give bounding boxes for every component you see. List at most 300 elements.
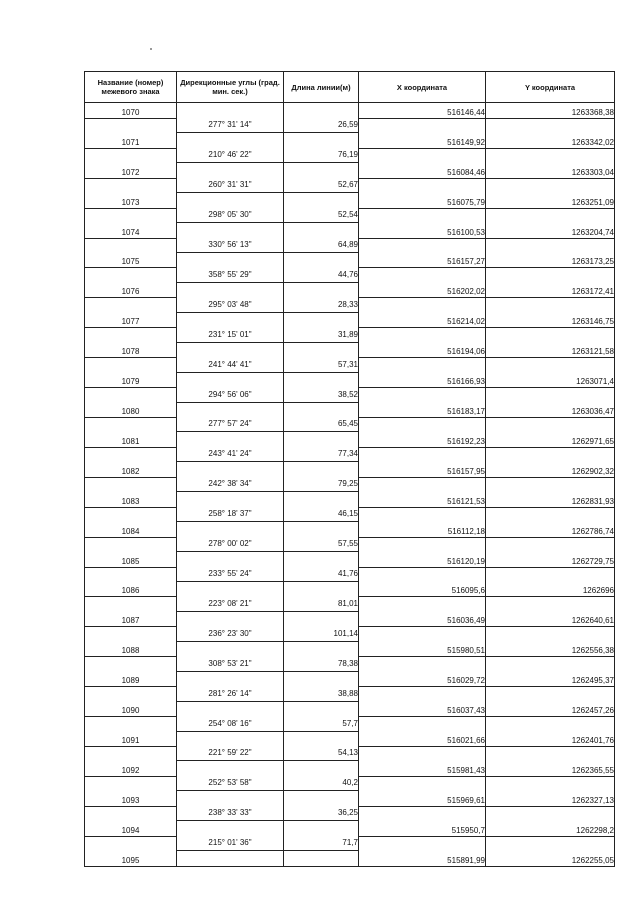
y-coordinate-cell: 1262902,32 bbox=[486, 462, 615, 477]
empty-cell bbox=[177, 223, 284, 238]
point-row bbox=[85, 402, 615, 417]
empty-cell bbox=[177, 193, 284, 208]
y-coordinate-cell: 1263303,04 bbox=[486, 163, 615, 178]
direction-angle-cell: 278° 00' 02" bbox=[177, 537, 284, 551]
empty-cell bbox=[284, 492, 359, 507]
empty-cell bbox=[177, 641, 284, 656]
empty-cell bbox=[486, 806, 615, 820]
point-row bbox=[85, 552, 615, 567]
empty-cell bbox=[284, 103, 359, 119]
point-row bbox=[85, 462, 615, 477]
line-length-cell: 52,67 bbox=[284, 178, 359, 192]
line-length-cell: 36,25 bbox=[284, 806, 359, 820]
segment-row bbox=[85, 537, 615, 551]
y-coordinate-cell: 1262831,93 bbox=[486, 492, 615, 507]
empty-cell bbox=[359, 178, 486, 192]
x-coordinate-cell: 516029,72 bbox=[359, 671, 486, 686]
empty-cell bbox=[359, 627, 486, 641]
mark-name-cell: 1075 bbox=[85, 253, 177, 268]
x-coordinate-cell: 515980,51 bbox=[359, 641, 486, 656]
empty-cell bbox=[284, 791, 359, 806]
empty-cell bbox=[85, 328, 177, 342]
empty-cell bbox=[486, 238, 615, 252]
empty-cell bbox=[284, 163, 359, 178]
direction-angle-cell: 242° 38' 34" bbox=[177, 477, 284, 491]
empty-cell bbox=[177, 342, 284, 357]
mark-name-cell: 1084 bbox=[85, 522, 177, 537]
point-row bbox=[85, 701, 615, 716]
line-length-cell: 54,13 bbox=[284, 746, 359, 760]
empty-cell bbox=[284, 402, 359, 417]
empty-cell bbox=[85, 208, 177, 222]
point-row bbox=[85, 223, 615, 238]
x-coordinate-cell: 516183,17 bbox=[359, 402, 486, 417]
y-coordinate-cell: 1262495,37 bbox=[486, 671, 615, 686]
empty-cell bbox=[486, 477, 615, 491]
empty-cell bbox=[284, 193, 359, 208]
empty-cell bbox=[359, 537, 486, 551]
segment-row bbox=[85, 717, 615, 731]
y-coordinate-cell: 1262365,55 bbox=[486, 761, 615, 776]
empty-cell bbox=[359, 447, 486, 461]
empty-cell bbox=[177, 821, 284, 836]
mark-name-cell: 1070 bbox=[85, 103, 177, 119]
point-row bbox=[85, 791, 615, 806]
mark-name-cell: 1071 bbox=[85, 133, 177, 148]
y-coordinate-cell: 1262457,26 bbox=[486, 701, 615, 716]
direction-angle-cell: 281° 26' 14" bbox=[177, 687, 284, 701]
line-length-cell: 57,55 bbox=[284, 537, 359, 551]
line-length-cell: 38,52 bbox=[284, 388, 359, 402]
mark-name-cell: 1080 bbox=[85, 402, 177, 417]
empty-cell bbox=[284, 761, 359, 776]
empty-cell bbox=[486, 567, 615, 581]
empty-cell bbox=[359, 148, 486, 162]
segment-row bbox=[85, 627, 615, 641]
empty-cell bbox=[486, 178, 615, 192]
point-row bbox=[85, 253, 615, 268]
x-coordinate-cell: 516084,46 bbox=[359, 163, 486, 178]
empty-cell bbox=[359, 836, 486, 850]
point-row bbox=[85, 103, 615, 119]
empty-cell bbox=[486, 746, 615, 760]
x-coordinate-cell: 515950,7 bbox=[359, 821, 486, 836]
line-length-cell: 38,88 bbox=[284, 687, 359, 701]
empty-cell bbox=[486, 268, 615, 282]
empty-cell bbox=[486, 388, 615, 402]
x-coordinate-cell: 516036,49 bbox=[359, 611, 486, 626]
line-length-cell: 57,31 bbox=[284, 358, 359, 372]
point-row bbox=[85, 163, 615, 178]
line-length-cell: 44,76 bbox=[284, 268, 359, 282]
empty-cell bbox=[284, 731, 359, 746]
line-length-cell: 101,14 bbox=[284, 627, 359, 641]
line-length-cell: 46,15 bbox=[284, 507, 359, 521]
direction-angle-cell: 215° 01' 36" bbox=[177, 836, 284, 850]
x-coordinate-cell: 515891,99 bbox=[359, 851, 486, 867]
segment-row bbox=[85, 238, 615, 252]
y-coordinate-cell: 1263173,25 bbox=[486, 253, 615, 268]
y-coordinate-cell: 1262556,38 bbox=[486, 641, 615, 656]
point-row bbox=[85, 641, 615, 656]
empty-cell bbox=[359, 358, 486, 372]
line-length-cell: 40,2 bbox=[284, 776, 359, 790]
empty-cell bbox=[486, 776, 615, 790]
direction-angle-cell: 358° 55' 29" bbox=[177, 268, 284, 282]
line-length-cell: 41,76 bbox=[284, 567, 359, 581]
mark-name-cell: 1082 bbox=[85, 462, 177, 477]
y-coordinate-cell: 1263172,41 bbox=[486, 282, 615, 297]
empty-cell bbox=[85, 238, 177, 252]
empty-cell bbox=[359, 238, 486, 252]
direction-angle-cell: 277° 57' 24" bbox=[177, 418, 284, 432]
line-length-cell: 26,59 bbox=[284, 118, 359, 132]
direction-angle-cell: 295° 03' 48" bbox=[177, 298, 284, 312]
segment-row bbox=[85, 178, 615, 192]
mark-name-cell: 1085 bbox=[85, 552, 177, 567]
empty-cell bbox=[177, 402, 284, 417]
header-direction-angle: Дирекционные углы (град. мин. сек.) bbox=[177, 72, 284, 103]
y-coordinate-cell: 1262640,61 bbox=[486, 611, 615, 626]
segment-row bbox=[85, 836, 615, 850]
line-length-cell: 31,89 bbox=[284, 328, 359, 342]
empty-cell bbox=[177, 761, 284, 776]
segment-row bbox=[85, 447, 615, 461]
y-coordinate-cell: 1262971,65 bbox=[486, 432, 615, 447]
empty-cell bbox=[359, 567, 486, 581]
x-coordinate-cell: 516021,66 bbox=[359, 731, 486, 746]
empty-cell bbox=[85, 657, 177, 671]
empty-cell bbox=[284, 671, 359, 686]
point-row bbox=[85, 821, 615, 836]
empty-cell bbox=[177, 851, 284, 867]
empty-cell bbox=[284, 133, 359, 148]
y-coordinate-cell: 1262729,75 bbox=[486, 552, 615, 567]
x-coordinate-cell: 516075,79 bbox=[359, 193, 486, 208]
empty-cell bbox=[85, 627, 177, 641]
empty-cell bbox=[85, 477, 177, 491]
empty-cell bbox=[85, 178, 177, 192]
empty-cell bbox=[85, 118, 177, 132]
direction-angle-cell: 308° 53' 21" bbox=[177, 657, 284, 671]
empty-cell bbox=[359, 268, 486, 282]
point-row bbox=[85, 522, 615, 537]
empty-cell bbox=[486, 627, 615, 641]
empty-cell bbox=[177, 552, 284, 567]
segment-row bbox=[85, 477, 615, 491]
y-coordinate-cell: 1263036,47 bbox=[486, 402, 615, 417]
mark-name-cell: 1094 bbox=[85, 821, 177, 836]
segment-row bbox=[85, 746, 615, 760]
empty-cell bbox=[177, 731, 284, 746]
empty-cell bbox=[284, 253, 359, 268]
x-coordinate-cell: 516194,06 bbox=[359, 342, 486, 357]
point-row bbox=[85, 372, 615, 387]
empty-cell bbox=[486, 208, 615, 222]
table-body bbox=[85, 103, 615, 867]
line-length-cell: 79,25 bbox=[284, 477, 359, 491]
segment-row bbox=[85, 776, 615, 790]
empty-cell bbox=[284, 372, 359, 387]
scan-speck bbox=[150, 48, 152, 50]
empty-cell bbox=[359, 418, 486, 432]
line-length-cell: 52,54 bbox=[284, 208, 359, 222]
segment-row bbox=[85, 657, 615, 671]
x-coordinate-cell: 516157,95 bbox=[359, 462, 486, 477]
direction-angle-cell: 277° 31' 14" bbox=[177, 118, 284, 132]
empty-cell bbox=[85, 776, 177, 790]
empty-cell bbox=[85, 806, 177, 820]
empty-cell bbox=[177, 701, 284, 716]
line-length-cell: 28,33 bbox=[284, 298, 359, 312]
empty-cell bbox=[486, 687, 615, 701]
empty-cell bbox=[284, 552, 359, 567]
x-coordinate-cell: 516121,53 bbox=[359, 492, 486, 507]
point-row bbox=[85, 611, 615, 626]
direction-angle-cell: 258° 18' 37" bbox=[177, 507, 284, 521]
empty-cell bbox=[486, 358, 615, 372]
empty-cell bbox=[177, 253, 284, 268]
segment-row bbox=[85, 567, 615, 581]
empty-cell bbox=[85, 717, 177, 731]
y-coordinate-cell: 1263251,09 bbox=[486, 193, 615, 208]
empty-cell bbox=[85, 597, 177, 611]
mark-name-cell: 1073 bbox=[85, 193, 177, 208]
empty-cell bbox=[486, 597, 615, 611]
x-coordinate-cell: 516095,6 bbox=[359, 582, 486, 597]
empty-cell bbox=[359, 388, 486, 402]
empty-cell bbox=[177, 312, 284, 327]
direction-angle-cell: 223° 08' 21" bbox=[177, 597, 284, 611]
mark-name-cell: 1086 bbox=[85, 582, 177, 597]
empty-cell bbox=[486, 148, 615, 162]
empty-cell bbox=[177, 282, 284, 297]
header-x-coordinate: X координата bbox=[359, 72, 486, 103]
x-coordinate-cell: 516120,19 bbox=[359, 552, 486, 567]
empty-cell bbox=[284, 462, 359, 477]
empty-cell bbox=[85, 687, 177, 701]
y-coordinate-cell: 1262786,74 bbox=[486, 522, 615, 537]
empty-cell bbox=[486, 537, 615, 551]
empty-cell bbox=[85, 418, 177, 432]
empty-cell bbox=[284, 821, 359, 836]
empty-cell bbox=[284, 851, 359, 867]
empty-cell bbox=[284, 342, 359, 357]
mark-name-cell: 1081 bbox=[85, 432, 177, 447]
direction-angle-cell: 252° 53' 58" bbox=[177, 776, 284, 790]
empty-cell bbox=[85, 507, 177, 521]
x-coordinate-cell: 515981,43 bbox=[359, 761, 486, 776]
empty-cell bbox=[177, 611, 284, 626]
empty-cell bbox=[359, 118, 486, 132]
line-length-cell: 78,38 bbox=[284, 657, 359, 671]
empty-cell bbox=[177, 133, 284, 148]
segment-row bbox=[85, 118, 615, 132]
segment-row bbox=[85, 687, 615, 701]
x-coordinate-cell: 516037,43 bbox=[359, 701, 486, 716]
mark-name-cell: 1077 bbox=[85, 312, 177, 327]
mark-name-cell: 1087 bbox=[85, 611, 177, 626]
y-coordinate-cell: 1263071,4 bbox=[486, 372, 615, 387]
header-mark-name: Название (номер) межевого знака bbox=[85, 72, 177, 103]
segment-row bbox=[85, 358, 615, 372]
direction-angle-cell: 254° 08' 16" bbox=[177, 717, 284, 731]
segment-row bbox=[85, 507, 615, 521]
point-row bbox=[85, 282, 615, 297]
empty-cell bbox=[359, 597, 486, 611]
line-length-cell: 81,01 bbox=[284, 597, 359, 611]
direction-angle-cell: 231° 15' 01" bbox=[177, 328, 284, 342]
point-row bbox=[85, 342, 615, 357]
empty-cell bbox=[85, 537, 177, 551]
x-coordinate-cell: 516202,02 bbox=[359, 282, 486, 297]
empty-cell bbox=[284, 522, 359, 537]
y-coordinate-cell: 1262327,13 bbox=[486, 791, 615, 806]
empty-cell bbox=[284, 611, 359, 626]
y-coordinate-cell: 1262401,76 bbox=[486, 731, 615, 746]
line-length-cell: 57,7 bbox=[284, 717, 359, 731]
mark-name-cell: 1095 bbox=[85, 851, 177, 867]
direction-angle-cell: 238° 33' 33" bbox=[177, 806, 284, 820]
x-coordinate-cell: 516146,44 bbox=[359, 103, 486, 119]
empty-cell bbox=[359, 746, 486, 760]
empty-cell bbox=[177, 522, 284, 537]
x-coordinate-cell: 516166,93 bbox=[359, 372, 486, 387]
empty-cell bbox=[359, 657, 486, 671]
empty-cell bbox=[359, 208, 486, 222]
empty-cell bbox=[486, 657, 615, 671]
point-row bbox=[85, 761, 615, 776]
direction-angle-cell: 298° 05' 30" bbox=[177, 208, 284, 222]
segment-row bbox=[85, 268, 615, 282]
empty-cell bbox=[85, 746, 177, 760]
mark-name-cell: 1074 bbox=[85, 223, 177, 238]
empty-cell bbox=[284, 701, 359, 716]
x-coordinate-cell: 516214,02 bbox=[359, 312, 486, 327]
x-coordinate-cell: 516112,18 bbox=[359, 522, 486, 537]
header-line-length: Длина линии(м) bbox=[284, 72, 359, 103]
segment-row bbox=[85, 328, 615, 342]
empty-cell bbox=[486, 836, 615, 850]
direction-angle-cell: 330° 56' 13" bbox=[177, 238, 284, 252]
direction-angle-cell: 210° 46' 22" bbox=[177, 148, 284, 162]
empty-cell bbox=[486, 328, 615, 342]
point-row bbox=[85, 582, 615, 597]
empty-cell bbox=[177, 163, 284, 178]
point-row bbox=[85, 432, 615, 447]
y-coordinate-cell: 1263146,75 bbox=[486, 312, 615, 327]
direction-angle-cell: 294° 56' 06" bbox=[177, 388, 284, 402]
empty-cell bbox=[359, 717, 486, 731]
y-coordinate-cell: 1263204,74 bbox=[486, 223, 615, 238]
mark-name-cell: 1079 bbox=[85, 372, 177, 387]
mark-name-cell: 1090 bbox=[85, 701, 177, 716]
segment-row bbox=[85, 597, 615, 611]
empty-cell bbox=[284, 432, 359, 447]
segment-row bbox=[85, 418, 615, 432]
segment-row bbox=[85, 298, 615, 312]
line-length-cell: 65,45 bbox=[284, 418, 359, 432]
empty-cell bbox=[85, 567, 177, 581]
empty-cell bbox=[284, 582, 359, 597]
empty-cell bbox=[177, 492, 284, 507]
empty-cell bbox=[486, 447, 615, 461]
mark-name-cell: 1072 bbox=[85, 163, 177, 178]
mark-name-cell: 1076 bbox=[85, 282, 177, 297]
empty-cell bbox=[85, 836, 177, 850]
direction-angle-cell: 233° 55' 24" bbox=[177, 567, 284, 581]
empty-cell bbox=[486, 298, 615, 312]
mark-name-cell: 1078 bbox=[85, 342, 177, 357]
x-coordinate-cell: 516100,53 bbox=[359, 223, 486, 238]
mark-name-cell: 1092 bbox=[85, 761, 177, 776]
header-y-coordinate: Y координата bbox=[486, 72, 615, 103]
segment-row bbox=[85, 388, 615, 402]
direction-angle-cell: 221° 59' 22" bbox=[177, 746, 284, 760]
line-length-cell: 77,34 bbox=[284, 447, 359, 461]
mark-name-cell: 1091 bbox=[85, 731, 177, 746]
mark-name-cell: 1093 bbox=[85, 791, 177, 806]
empty-cell bbox=[359, 328, 486, 342]
empty-cell bbox=[177, 372, 284, 387]
direction-angle-cell: 243° 41' 24" bbox=[177, 447, 284, 461]
x-coordinate-cell: 515969,61 bbox=[359, 791, 486, 806]
line-length-cell: 76,19 bbox=[284, 148, 359, 162]
segment-row bbox=[85, 208, 615, 222]
empty-cell bbox=[177, 432, 284, 447]
line-length-cell: 71,7 bbox=[284, 836, 359, 850]
empty-cell bbox=[177, 103, 284, 119]
line-length-cell: 64,89 bbox=[284, 238, 359, 252]
empty-cell bbox=[177, 582, 284, 597]
point-row bbox=[85, 671, 615, 686]
segment-row bbox=[85, 148, 615, 162]
point-row bbox=[85, 851, 615, 867]
x-coordinate-cell: 516157,27 bbox=[359, 253, 486, 268]
empty-cell bbox=[85, 148, 177, 162]
empty-cell bbox=[85, 447, 177, 461]
empty-cell bbox=[177, 671, 284, 686]
empty-cell bbox=[85, 298, 177, 312]
y-coordinate-cell: 1263121,58 bbox=[486, 342, 615, 357]
empty-cell bbox=[359, 507, 486, 521]
y-coordinate-cell: 1262255,05 bbox=[486, 851, 615, 867]
y-coordinate-cell: 1262298,2 bbox=[486, 821, 615, 836]
empty-cell bbox=[284, 223, 359, 238]
mark-name-cell: 1088 bbox=[85, 641, 177, 656]
y-coordinate-cell: 1263342,02 bbox=[486, 133, 615, 148]
empty-cell bbox=[486, 717, 615, 731]
direction-angle-cell: 241° 44' 41" bbox=[177, 358, 284, 372]
empty-cell bbox=[85, 388, 177, 402]
header-row bbox=[85, 72, 615, 103]
point-row bbox=[85, 731, 615, 746]
direction-angle-cell: 236° 23' 30" bbox=[177, 627, 284, 641]
y-coordinate-cell: 1262696 bbox=[486, 582, 615, 597]
mark-name-cell: 1083 bbox=[85, 492, 177, 507]
empty-cell bbox=[284, 282, 359, 297]
empty-cell bbox=[359, 687, 486, 701]
empty-cell bbox=[177, 462, 284, 477]
empty-cell bbox=[359, 806, 486, 820]
segment-row bbox=[85, 806, 615, 820]
point-row bbox=[85, 193, 615, 208]
empty-cell bbox=[85, 268, 177, 282]
direction-angle-cell: 260° 31' 31" bbox=[177, 178, 284, 192]
empty-cell bbox=[486, 118, 615, 132]
x-coordinate-cell: 516149,92 bbox=[359, 133, 486, 148]
boundary-coordinates-table bbox=[84, 71, 615, 867]
